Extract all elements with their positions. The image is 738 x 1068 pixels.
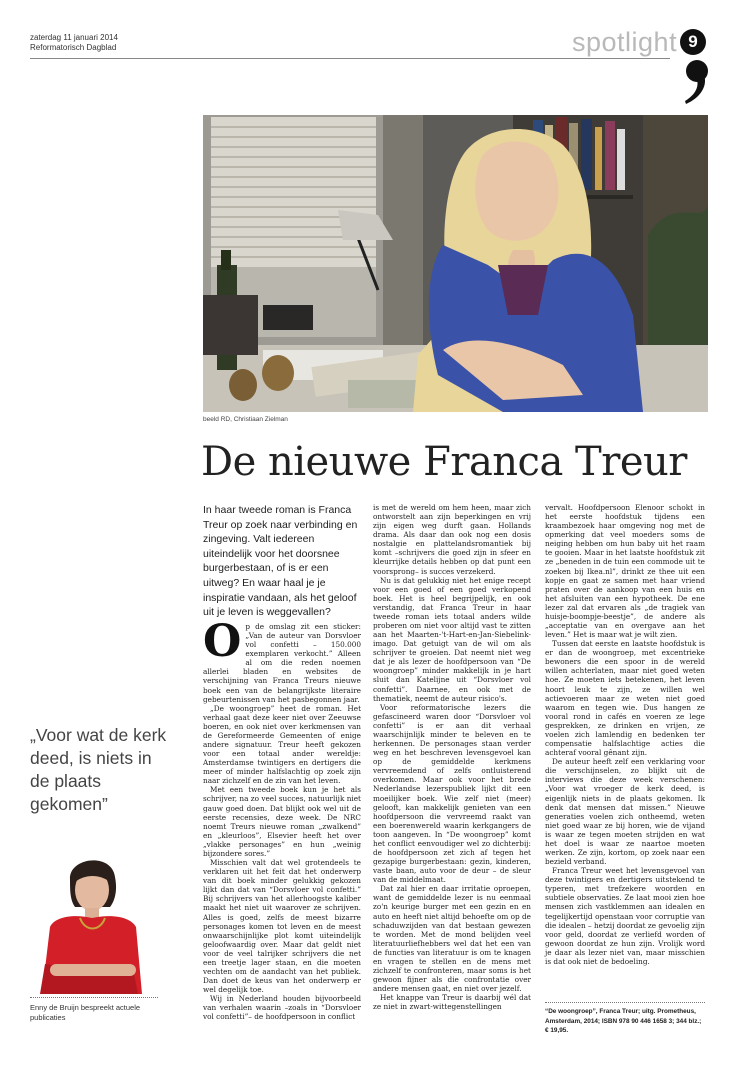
book-info: “De woongroep”, Franca Treur; uitg. Prometheus, Amsterdam, 2014; ISBN 978 90 446 1658 3; 344 blz.; € 19,95. <box>545 1008 702 1034</box>
author-portrait <box>30 852 155 994</box>
article-paragraph: De auteur heeft zelf een verklaring voor die verschijnselen, zo blijkt uit de interviews die deze week verschenen: „Voor wat vroeger de kerk deed, is eigenlijk niets in de plaats gekomen. Ik denk dat mensen dat missen.” Nieuwe generaties voelen zich ontheemd, weten niet goed waar ze bij horen, wie de vijand is waar ze tegen moeten strijden en wat het doel is waar ze naartoe moeten werken. Ze zijn, kortom, op zoek naar een bezield verband. <box>545 757 705 867</box>
header-paper: Reformatorisch Dagblad <box>30 43 117 52</box>
article-paragraph: Met een tweede boek kun je het als schrijver, na zo veel succes, natuurlijk niet gauw goed doen. Dat blijkt ook wel uit de eerste recensies, deze week. De NRC noemt Treurs nieuwe roman „zwalkend” en „kleurloos”, Elsevier heeft het over „vlakke personages” en hun „weinig bijzondere sores.” <box>203 785 361 858</box>
article-paragraph: Het knappe van Treur is daarbij wél dat ze niet in zwart-wittegenstellingen <box>373 993 531 1012</box>
article-paragraph: Wij in Nederland houden bijvoorbeeld van verhalen waarin –zoals in “Dorsvloer vol confetti”– de hoofdpersoon in conflict <box>203 994 361 1022</box>
article-column-1 <box>203 616 361 1022</box>
article-column-3 <box>545 503 705 966</box>
article-column-2 <box>373 503 531 1011</box>
portrait-photo-icon <box>203 115 708 412</box>
drop-cap: O <box>203 616 242 667</box>
article-title: De nieuwe Franca Treur <box>201 439 687 485</box>
article-paragraph: Tussen dat eerste en laatste hoofdstuk is er dan de woongroep, met excentrieke bewoners die een spoor in de wereld willen achterlaten, maar niet goed weten hoe. Ze moeten iets betekenen, het leven hoort leuk te zijn, ze willen wel actievoeren maar ze weten niet goed waarom en tegen wie. Dus hangen ze vooral rond in cafés en voeren ze lege gesprekken, ze drinken en vrijen, ze voelen zich lamlendig en bedenken ter compensatie halfslachtige acties die achteraf vooral gênant zijn. <box>545 639 705 758</box>
author-caption: Enny de Bruijn bespreekt actuele publicaties <box>30 1003 141 1022</box>
author-portrait-icon <box>30 852 155 994</box>
section-title: spotlight <box>572 27 678 57</box>
article-paragraph: Op de omslag zit een sticker: „Van de auteur van Dorsvloer vol confetti – 150.000 exemplaren verkocht.” Alleen al om die reden noemen allerlei bladen en websites de verschijning van Franca Treurs nieuwe boek een van de belangrijkste literaire gebeurtenissen van het pasbegonnen jaar. <box>203 616 361 704</box>
article-intro: In haar tweede roman is Franca Treur op zoek naar verbinding en zingeving. Valt iedereen uiteindelijk voor het doorsnee burgerbestaan, of is er een uitweg? En waar haal je je inspiratie vandaan, als het geloof uit je leven is weggevallen? <box>203 504 358 619</box>
article-paragraph: Misschien valt dat wel grotendeels te verklaren uit het feit dat het onderwerp van dit boek minder gelukkig gekozen lijkt dan dat van “Dorsvloer vol confetti.” Bij schrijvers van het allerhoogste kaliber maakt het niet uit waarover ze schrijven. Alles is goed, zelfs de meest bizarre personages komen tot leven en de meest onwaarschijnlijke plot komt uiteindelijk geloofwaardig over. Maar dat geldt niet voor de veel talrijker schrijvers die net een treetje lager staan, en die moeten vechten om de aandacht van het publiek. Dan doet de keus van het onderwerp er wel degelijk toe. <box>203 858 361 995</box>
sidebar-divider <box>30 997 158 998</box>
header-dateline <box>30 33 118 53</box>
page-number: 9 <box>680 29 706 55</box>
comma-logo-icon <box>680 58 710 106</box>
pull-quote: „Voor wat de kerk deed, is niets in de plaats gekomen” <box>30 725 167 814</box>
book-info-rule <box>545 1002 705 1003</box>
article-paragraph: Nu is dat gelukkig niet het enige recept voor een goed of een goed verkopend boek. Het is heel begrijpelijk, en ook verstandig, dat Franca Treur in haar tweede roman iets totaal anders wilde proberen om niet voor altijd vast te zitten aan het Maarten-'t-Hart-en-Jan-Siebelink-imago. Dat getuigt van de wil om als schrijver te groeien. Dat neemt niet weg dat je als lezer de hoofdpersoon van “De woongroep” minder makkelijk in je hart sluit dan Katelijne uit “Dorsvloer vol confetti”. Daarnee, en ook met de thematiek, neemt de auteur risico's. <box>373 575 531 703</box>
article-paragraph: vervalt. Hoofdpersoon Elenoor schokt in het eerste hoofdstuk tijdens een kraambezoek haar omgeving nog met de opmerking dat veel moeders soms de neiging hebben om hun baby uit het raam te gooien. Maar in het laatste hoofdstuk zit ze „beneden in de tuin een commode uit te zoeken bij Ikea.nl”, drinkt ze thee uit een kopje en gaat ze samen met haar vriend praten over de aankoop van een huis en het afsluiten van een hypotheek. De ene lezer zal dat ervaren als „de tragiek van huisje-boompje-beestje”, de andere als „acceptatie van en overgave aan het leven.” Het is maar wat je wilt zien. <box>545 503 705 640</box>
article-paragraph: Dat zal hier en daar irritatie oproepen, want de gemiddelde lezer is nu eenmaal zo'n keurige burger met een gezin en en auto en heeft niet altijd behoefte om op de schaduwzijden van dat bestaan gewezen te worden. Met de mond belijden veel literatuurliefhebbers wel dat het een van de functies van literatuur is om te knagen en vragen te stellen en de mens met zichzelf te confronteren, maar soms is het gewoon fijner als die confrontatie over andere mensen gaat, en niet over jezelf. <box>373 884 531 994</box>
article-paragraph: Franca Treur weet het levensgevoel van deze twintigers en dertigers uitstekend te typeren, met trefzekere woorden en subtiele observaties. Ze laat mooi zien hoe mensen zich vastklemmen aan idealen en tegelijkertijd openstaan voor corruptie van die idealen – hetzij doordat ze gevoelig zijn voor geld, doordat ze verliefd worden of gewoon doordat ze hun zijn. Vrolijk word je daar als lezer niet van, maar misschien is dat ook niet de bedoeling. <box>545 866 705 966</box>
photo-caption: beeld RD, Christiaan Zielman <box>203 416 288 423</box>
header-rule <box>30 58 670 59</box>
header-date: zaterdag 11 januari 2014 <box>30 33 118 42</box>
article-paragraph: is met de wereld om hem heen, maar zich ontworstelt aan zijn beperkingen en vrij zijn eigen weg durft gaan. Hollands drama. Als daar dan ook nog een dosis nostalgie en plattelandsromantiek bij komt –schrijvers die goed zijn in sfeer en kleurrijke details hebben op dat punt een voorsprong– is succes verzekerd. <box>373 503 531 576</box>
article-paragraph: Voor reformatorische lezers die gefascineerd waren door “Dorsvloer vol confetti” is er aan dit verhaal waarschijnlijk minder te beleven en te herkennen. De personages staan verder weg en het beschreven levensgevoel kan op de gemiddelde kerkmens vervreemdend of zelfs ontluisterend overkomen. Maar ook voor het brede Nederlandse lezerspubliek lijkt dit een moeilijker boek. Wie zelf niet (meer) gelooft, kan makkelijk genieten van een hoofdpersoon die vervreemd raakt van een boerenwereld waarin kerkgangers de toon aangeven. In “De woongroep” komt het conflict eenvoudiger wel zo dichterbij: de hoofdpersoon zet zich af tegen het gezapige burgerbestaan: gezin, kinderen, vaste baan, auto voor de deur – de sleur van de middelmaat. <box>373 702 531 885</box>
article-paragraph: „De woongroep” heet de roman. Het verhaal gaat deze keer niet over Zeeuwse boeren, en ook niet over kerkmensen van de Gereformeerde Gemeenten of enige andere signatuur. Treur heeft gekozen voor een totaal ander wereldje: Amsterdamse twintigers en dertigers die meer of minder halfslachtig op zoek zijn naar zichzelf en de zin van het leven. <box>203 703 361 786</box>
article-photo <box>203 115 708 412</box>
